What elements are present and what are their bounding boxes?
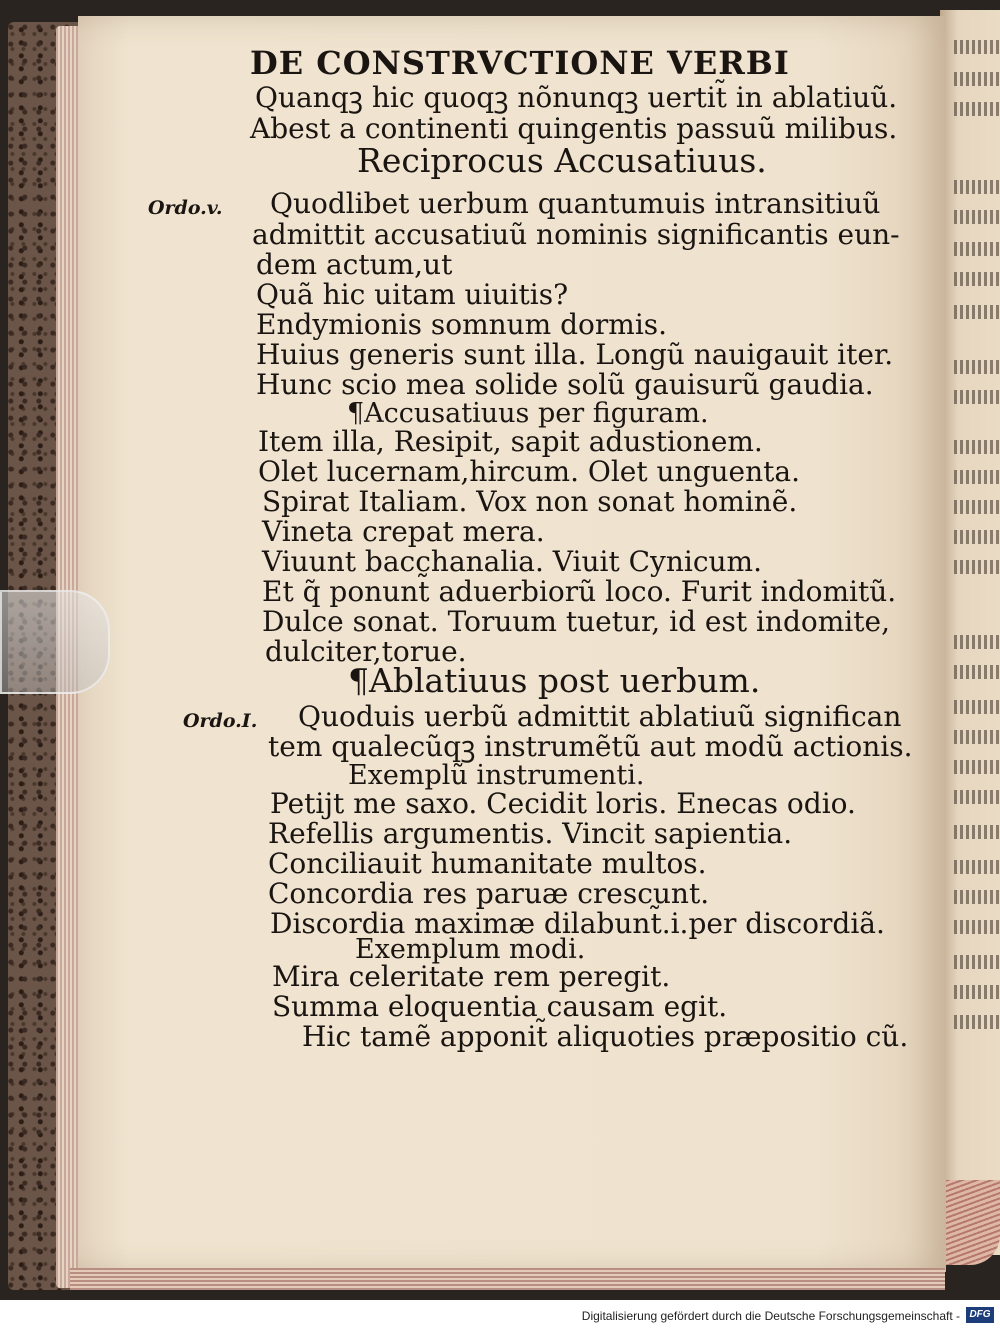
- text-line: admittit accusatiuũ nominis significantis eun-: [252, 218, 900, 251]
- dfg-logo: DFG: [966, 1307, 994, 1323]
- text-line: Huius generis sunt illa. Longũ nauigauit iter.: [256, 338, 894, 371]
- text-line: Vineta crepat mera.: [262, 515, 545, 548]
- text-line: Quã hic uitam uiuitis?: [256, 278, 569, 311]
- facing-page: [940, 10, 1000, 1255]
- text-line: Dulce sonat. Toruum tuetur, id est indomite,: [262, 605, 890, 638]
- facing-page-edges: [945, 1180, 1000, 1265]
- footer-bar: [0, 1300, 1000, 1333]
- text-line: Quanqꝫ hic quoqꝫ nõnunqꝫ uertit̃ in ablatiuũ.: [255, 81, 898, 114]
- subheading: Exemplum modi.: [355, 934, 586, 965]
- text-line: Abest a continenti quingentis passuũ milibus.: [250, 112, 898, 145]
- text-line: Hic tamẽ apponit̃ aliquoties præpositio cũ.: [302, 1020, 909, 1053]
- text-line: dulciter,torue.: [265, 635, 467, 668]
- book-clip: [0, 590, 110, 694]
- text-line: Refellis argumentis. Vincit sapientia.: [268, 817, 793, 850]
- text-line: Quoduis uerbũ admittit ablatiuũ significan: [298, 700, 902, 733]
- text-line: Hunc scio mea solide solũ gauisurũ gaudia.: [256, 368, 874, 401]
- text-line: Summa eloquentia causam egit.: [272, 990, 728, 1023]
- margin-note: Ordo.v.: [148, 197, 223, 219]
- margin-note: Ordo.I.: [183, 710, 258, 732]
- subheading: ¶Accusatiuus per figuram.: [347, 398, 709, 429]
- page-edges-bottom: [70, 1268, 945, 1290]
- text-line: Conciliauit humanitate multos.: [268, 847, 707, 880]
- text-line: Et q̃ ponunt̃ aduerbiorũ loco. Furit indomitũ.: [262, 575, 897, 608]
- section-heading: ¶Ablatiuus post uerbum.: [348, 661, 761, 700]
- funding-credit: Digitalisierung gefördert durch die Deutsche Forschungsgemeinschaft -: [581, 1309, 960, 1323]
- text-line: Mira celeritate rem peregit.: [272, 960, 671, 993]
- section-heading: Reciprocus Accusatiuus.: [357, 141, 767, 180]
- text-line: tem qualecũqꝫ instrumẽtũ aut modũ actionis.: [268, 730, 913, 763]
- text-line: Olet lucernam,hircum. Olet unguenta.: [258, 455, 800, 488]
- text-line: Concordia res paruæ crescunt.: [268, 877, 710, 910]
- subheading: Exemplũ instrumenti.: [348, 760, 645, 791]
- running-head: DE CONSTRVCTIONE VERBI: [250, 44, 790, 82]
- text-line: Item illa, Resipit, sapit adustionem.: [258, 425, 763, 458]
- text-line: Viuunt bacchanalia. Viuit Cynicum.: [262, 545, 762, 578]
- text-line: Endymionis somnum dormis.: [256, 308, 668, 341]
- text-line: Petijt me saxo. Cecidit loris. Enecas odio.: [270, 787, 856, 820]
- text-line: Quodlibet uerbum quantumuis intransitiuũ: [270, 187, 881, 220]
- text-line: dem actum,ut: [256, 248, 453, 281]
- text-line: Spirat Italiam. Vox non sonat hominẽ.: [262, 485, 798, 518]
- text-line: Discordia maximæ dilabunt̃.i.per discordiã.: [270, 907, 885, 940]
